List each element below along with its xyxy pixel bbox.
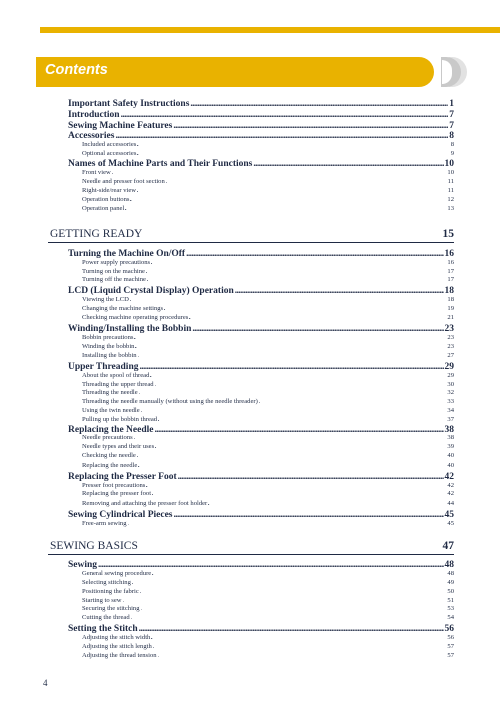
dot-leader xyxy=(112,170,447,178)
toc-subentry[interactable] xyxy=(82,634,454,642)
dot-leader xyxy=(115,131,448,141)
dot-leader xyxy=(150,373,446,381)
toc-subentry[interactable] xyxy=(82,443,454,451)
toc-entry-page: 1 xyxy=(449,99,454,109)
dot-leader xyxy=(130,197,446,205)
dot-leader xyxy=(130,297,447,305)
toc-entry-page: 23 xyxy=(447,343,454,350)
dot-leader xyxy=(153,644,447,652)
toc-entry-page: 48 xyxy=(444,560,454,570)
toc-entry-title: Names of Machine Parts and Their Functions xyxy=(68,159,253,169)
dot-leader xyxy=(174,510,444,520)
toc-entry-page: 38 xyxy=(447,434,454,441)
dot-leader xyxy=(121,110,449,120)
page-number: 4 xyxy=(43,678,48,688)
toc-entry-title: Bobbin precautions xyxy=(82,334,134,341)
dot-leader xyxy=(135,344,446,352)
toc-entry-page: 30 xyxy=(447,381,454,388)
toc-subentry[interactable] xyxy=(82,205,454,213)
toc-subentry[interactable] xyxy=(82,490,454,498)
toc-entry-title: Adjusting the stitch length xyxy=(82,643,152,650)
toc-entry-title: Threading the upper thread xyxy=(82,381,154,388)
toc-subentry[interactable] xyxy=(82,343,454,351)
toc-entry-title: Needle precautions xyxy=(82,434,133,441)
toc-entry-title: Starting to sew xyxy=(82,597,122,604)
toc-entry-title: Important Safety Instructions xyxy=(68,99,190,109)
dot-leader xyxy=(139,390,447,398)
toc-entry-page: 10 xyxy=(444,159,454,169)
toc-entry-title: Needle types and their uses xyxy=(82,443,155,450)
toc-subentry[interactable] xyxy=(82,520,454,528)
section-heading-sewing-basics xyxy=(48,540,454,555)
toc-entry-page: 12 xyxy=(447,196,454,203)
dot-leader xyxy=(151,260,446,268)
toc-subentry[interactable] xyxy=(82,334,454,342)
toc-entry-title: Setting the Stitch xyxy=(68,624,138,634)
toc-entry-title: Replacing the needle xyxy=(82,462,138,469)
toc-entry-title: LCD (Liquid Crystal Display) Operation xyxy=(68,286,234,296)
toc-entry-page: 33 xyxy=(447,398,454,405)
toc-subentry[interactable] xyxy=(82,588,454,596)
toc-entry-title: Winding/Installing the Bobbin xyxy=(68,324,192,334)
dot-leader xyxy=(141,408,447,416)
toc-entry-page: 16 xyxy=(447,259,454,266)
toc-entry[interactable] xyxy=(68,99,454,109)
toc-entry-page: 57 xyxy=(447,652,454,659)
dot-leader xyxy=(98,560,443,570)
dot-leader xyxy=(189,315,446,323)
toc-entry[interactable] xyxy=(68,159,454,169)
toc-entry-title: Replacing the Needle xyxy=(68,425,154,435)
toc-entry-title: Changing the machine settings xyxy=(82,305,164,312)
toc-subentry[interactable] xyxy=(82,196,454,204)
toc-entry-page: 56 xyxy=(444,624,454,634)
toc-entry-title: Positioning the fabric xyxy=(82,588,139,595)
dot-leader xyxy=(166,179,447,187)
dot-leader xyxy=(134,435,447,443)
section-title: GETTING READY xyxy=(50,228,143,240)
toc-entry-title: Removing and attaching the presser foot holder xyxy=(82,500,208,507)
toc-subentry[interactable] xyxy=(82,259,454,267)
toc-entry[interactable] xyxy=(68,286,454,296)
dot-leader xyxy=(128,521,447,529)
toc-subentry[interactable] xyxy=(82,643,454,651)
toc-entry-title: About the spool of thread xyxy=(82,372,150,379)
toc-entry-page: 49 xyxy=(447,579,454,586)
toc-entry-title: Viewing the LCD xyxy=(82,296,129,303)
toc-entry-page: 51 xyxy=(447,597,454,604)
toc-entry-page: 32 xyxy=(447,389,454,396)
toc-entry-page: 18 xyxy=(444,286,454,296)
dot-leader xyxy=(152,491,446,499)
top-rule xyxy=(40,27,500,33)
dot-leader xyxy=(147,277,446,285)
toc-subentry[interactable] xyxy=(82,169,454,177)
toc-entry-page: 19 xyxy=(447,305,454,312)
toc-entry-title: Cutting the thread xyxy=(82,614,130,621)
toc-entry-title: Operation panel xyxy=(82,205,125,212)
toc-entry-page: 8 xyxy=(450,141,454,148)
toc-entry-page: 10 xyxy=(447,169,454,176)
toc-subentry[interactable] xyxy=(82,462,454,470)
toc-entry-page: 18 xyxy=(447,296,454,303)
toc-subentry[interactable] xyxy=(82,407,454,415)
toc-entry-title: Installing the bobbin xyxy=(82,352,137,359)
toc-entry-title: Checking machine operating procedures xyxy=(82,314,189,321)
section-page: 47 xyxy=(442,540,454,552)
toc-entry-title: Threading the needle manually (without using the needle threader) xyxy=(82,398,258,405)
toc-entry[interactable] xyxy=(68,362,454,372)
toc-entry-title: Pulling up the bobbin thread xyxy=(82,416,158,423)
dot-leader xyxy=(139,362,443,372)
toc-subentry[interactable] xyxy=(82,500,454,508)
section-page: 15 xyxy=(442,228,454,240)
dot-leader xyxy=(208,501,446,509)
toc-subentry[interactable] xyxy=(82,314,454,322)
dot-leader xyxy=(137,188,447,196)
toc-entry-page: 48 xyxy=(447,570,454,577)
toc-entry-page: 11 xyxy=(447,187,454,194)
dot-leader xyxy=(186,249,443,259)
toc-entry-page: 7 xyxy=(449,121,454,131)
toc-entry[interactable] xyxy=(68,121,454,131)
toc-entry-title: Operation buttons xyxy=(82,196,130,203)
toc-entry-page: 13 xyxy=(447,205,454,212)
dot-leader xyxy=(164,306,446,314)
toc-subentry[interactable] xyxy=(82,452,454,460)
dot-leader xyxy=(192,324,443,334)
toc-entry-title: Securing the stitching xyxy=(82,605,140,612)
toc-subentry[interactable] xyxy=(82,305,454,313)
toc-entry[interactable] xyxy=(68,560,454,570)
toc-entry[interactable] xyxy=(68,472,454,482)
toc-entry-title: Right-side/rear view xyxy=(82,187,137,194)
toc-entry-title: General sewing procedure xyxy=(82,570,152,577)
toc-entry-title: Front view xyxy=(82,169,111,176)
toc-entry-title: Using the twin needle xyxy=(82,407,140,414)
toc-entry[interactable] xyxy=(68,624,454,634)
toc-subentry[interactable] xyxy=(82,372,454,380)
dot-leader xyxy=(139,624,444,634)
toc-subentry[interactable] xyxy=(82,352,454,360)
toc-entry-title: Selecting stitching xyxy=(82,579,131,586)
banner-bar xyxy=(36,57,434,87)
toc-subentry[interactable] xyxy=(82,614,454,622)
toc-entry-title: Optional accessories xyxy=(82,150,137,157)
toc-subentry[interactable] xyxy=(82,268,454,276)
toc-entry-page: 50 xyxy=(447,588,454,595)
section-heading-getting-ready xyxy=(48,228,454,243)
toc-entry-title: Turning the Machine On/Off xyxy=(68,249,186,259)
toc-subentry[interactable] xyxy=(82,570,454,578)
toc-entry-title: Introduction xyxy=(68,110,120,120)
section-title: SEWING BASICS xyxy=(50,540,138,552)
toc-subentry[interactable] xyxy=(82,178,454,186)
toc-entry-page: 23 xyxy=(444,324,454,334)
toc-entry-title: Turning on the machine xyxy=(82,268,145,275)
toc-entry-title: Adjusting the stitch width xyxy=(82,634,151,641)
contents-banner xyxy=(36,57,466,87)
toc-entry-page: 17 xyxy=(447,276,454,283)
toc-entry-page: 54 xyxy=(447,614,454,621)
toc-entry-page: 8 xyxy=(449,131,454,141)
dot-leader xyxy=(158,417,446,425)
dot-leader xyxy=(253,159,443,169)
dot-leader xyxy=(235,286,444,296)
toc-entry-title: Turning off the machine xyxy=(82,276,146,283)
toc-entry-page: 42 xyxy=(447,490,454,497)
toc-entry-page: 7 xyxy=(449,110,454,120)
toc-entry-title: Accessories xyxy=(68,131,115,141)
dot-leader xyxy=(173,121,448,131)
dot-leader xyxy=(190,99,448,109)
toc-entry-title: Checking the needle xyxy=(82,452,136,459)
dot-leader xyxy=(151,635,446,643)
toc-entry-title: Sewing Machine Features xyxy=(68,121,173,131)
toc-subentry[interactable] xyxy=(82,597,454,605)
toc-entry-title: Sewing xyxy=(68,560,98,570)
dot-leader xyxy=(138,463,446,471)
toc-subentry[interactable] xyxy=(82,482,454,490)
toc-entry-page: 45 xyxy=(447,520,454,527)
toc-entry[interactable] xyxy=(68,131,454,141)
dot-leader xyxy=(132,580,447,588)
toc-entry-page: 9 xyxy=(450,150,454,157)
dot-leader xyxy=(134,335,446,343)
toc-entry-title: Threading the needle xyxy=(82,389,138,396)
toc-entry-title: Adjusting the thread tension xyxy=(82,652,157,659)
toc-subentry[interactable] xyxy=(82,652,454,660)
toc-subentry[interactable] xyxy=(82,150,454,158)
dot-leader xyxy=(152,571,446,579)
toc-entry-title: Upper Threading xyxy=(68,362,139,372)
toc-entry-page: 23 xyxy=(447,334,454,341)
toc-entry-page: 45 xyxy=(444,510,454,520)
toc-entry-page: 29 xyxy=(444,362,454,372)
toc-entry-page: 37 xyxy=(447,416,454,423)
toc-entry-title: Free-arm sewing xyxy=(82,520,127,527)
toc-entry-title: Power supply precautions xyxy=(82,259,151,266)
toc-entry-title: Needle and presser foot section xyxy=(82,178,165,185)
toc-subentry[interactable] xyxy=(82,434,454,442)
dot-leader xyxy=(259,399,447,407)
toc-entry-page: 34 xyxy=(447,407,454,414)
toc-subentry[interactable] xyxy=(82,141,454,149)
page-title: Contents xyxy=(45,62,108,78)
toc-entry-page: 11 xyxy=(447,178,454,185)
dot-leader xyxy=(125,206,446,214)
toc-entry-page: 40 xyxy=(447,462,454,469)
dot-leader xyxy=(137,151,449,159)
toc-entry-page: 42 xyxy=(447,482,454,489)
toc-subentry[interactable] xyxy=(82,187,454,195)
toc-entry-page: 44 xyxy=(447,500,454,507)
toc-subentry[interactable] xyxy=(82,416,454,424)
toc-entry-title: Replacing the presser foot xyxy=(82,490,152,497)
toc-subentry[interactable] xyxy=(82,579,454,587)
dot-leader xyxy=(158,653,447,661)
toc-entry-title: Replacing the Presser Foot xyxy=(68,472,177,482)
toc-subentry[interactable] xyxy=(82,296,454,304)
toc-entry-page: 17 xyxy=(447,268,454,275)
toc-entry-title: Included accessories xyxy=(82,141,137,148)
toc-subentry[interactable] xyxy=(82,389,454,397)
dot-leader xyxy=(137,453,447,461)
toc-subentry[interactable] xyxy=(82,398,454,406)
toc-entry-page: 53 xyxy=(447,605,454,612)
toc-entry[interactable] xyxy=(68,510,454,520)
toc-entry-page: 42 xyxy=(444,472,454,482)
dot-leader xyxy=(178,472,444,482)
toc-entry-title: Presser foot precautions xyxy=(82,482,146,489)
toc-entry-page: 16 xyxy=(444,249,454,259)
dot-leader xyxy=(140,589,447,597)
toc-entry-page: 39 xyxy=(447,443,454,450)
toc-subentry[interactable] xyxy=(82,605,454,613)
toc-entry-page: 27 xyxy=(447,352,454,359)
dot-leader xyxy=(138,353,447,361)
toc-subentry[interactable] xyxy=(82,276,454,284)
toc-entry-title: Sewing Cylindrical Pieces xyxy=(68,510,173,520)
toc-entry-page: 40 xyxy=(447,452,454,459)
toc-entry-page: 29 xyxy=(447,372,454,379)
toc-entry-page: 21 xyxy=(447,314,454,321)
toc-entry[interactable] xyxy=(68,110,454,120)
dot-leader xyxy=(155,444,446,452)
toc-entry-page: 56 xyxy=(447,634,454,641)
toc-entry-title: Winding the bobbin xyxy=(82,343,135,350)
toc-subentry[interactable] xyxy=(82,381,454,389)
toc-entry-page: 38 xyxy=(444,425,454,435)
toc-entry[interactable] xyxy=(68,249,454,259)
toc-entry[interactable] xyxy=(68,324,454,334)
dot-leader xyxy=(141,606,447,614)
dot-leader xyxy=(137,142,449,150)
toc-entry-page: 57 xyxy=(447,643,454,650)
dot-leader xyxy=(131,615,447,623)
